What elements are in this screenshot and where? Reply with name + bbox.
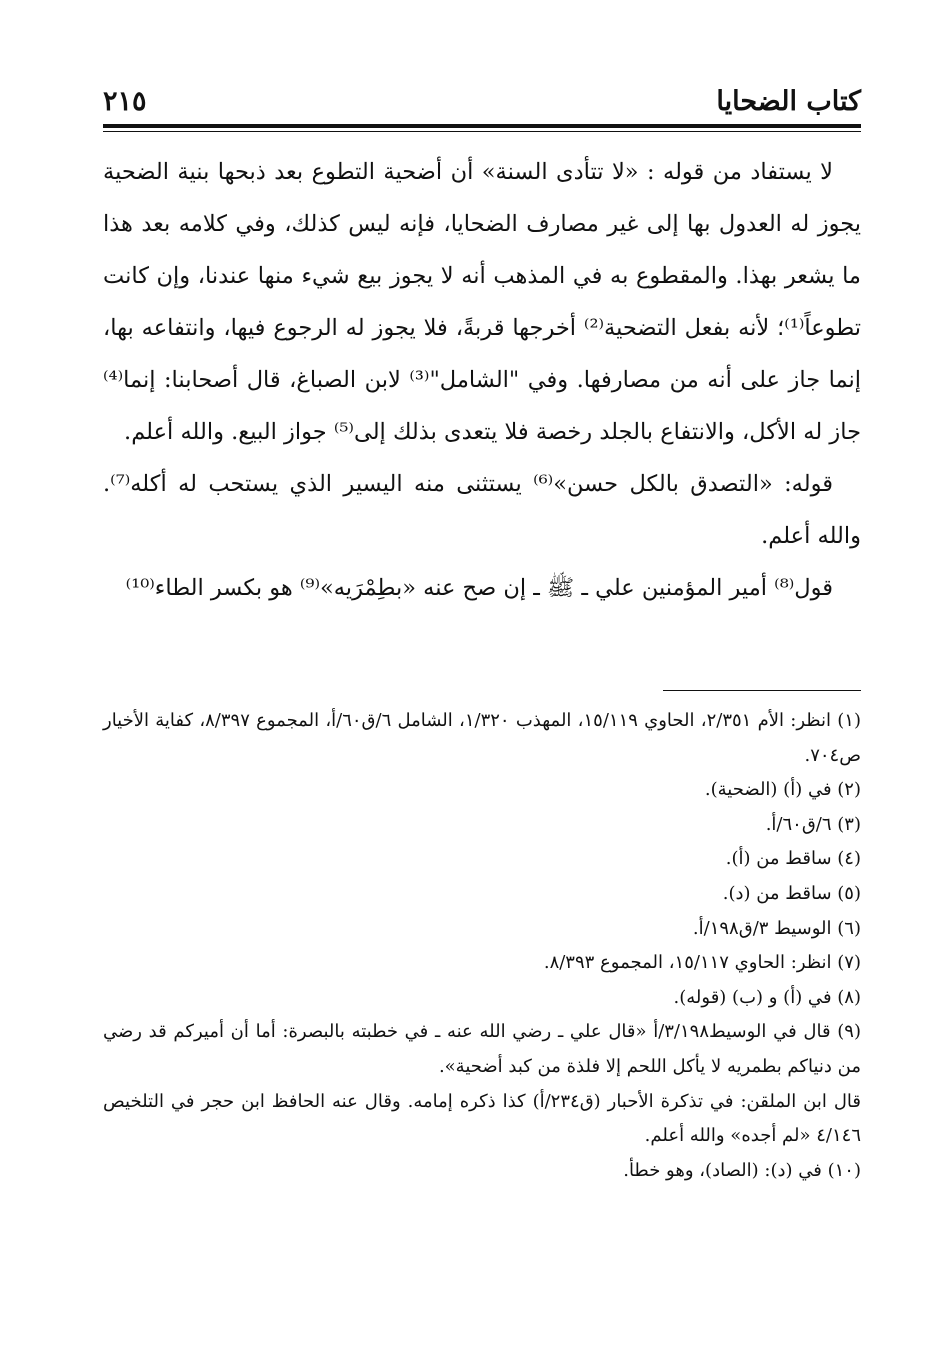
paragraph-charity: قوله: «التصدق بالكل حسن»⁽⁶⁾ يستثنى منه اليسير الذي يستحب له أكله⁽⁷⁾. والله أعلم. [103,471,861,549]
footnote-2: (٢) في (أ) (الضحية). [704,779,861,801]
header-rule-thin [103,131,861,132]
footnote-3: (٣) ٦/ق٦٠/أ. [765,813,861,835]
footnotes [103,704,861,1188]
header-rule-thick [103,124,861,128]
footnote-1: (١) انظر: الأم ٢/٣٥١، الحاوي ١٥/١١٩، المهذب ١/٣٢٠، الشامل ٦/ق٦٠/أ، المجموع ٨/٣٩٧، كفاية الأخيار ص٧٠٤. [103,710,861,766]
footnote-9-continuation: قال ابن الملقن: في تذكرة الأحبار (ق٢٣٤/أ) كذا ذكره إمامه. وقال عنه الحافظ ابن حجر في التلخيص ٤/١٤٦ «لم أجده» والله أعلم. [103,1090,861,1147]
main-text [103,146,861,614]
paragraph-sacrifice-sale: لا يستفاد من قوله : «لا تتأدى السنة» أن أضحية التطوع بعد ذبحها بنية الضحية يجوز له العدول بها إلى غير مصارف الضحايا، فإنه ليس كذلك، وفي كلامه بعد هذا ما يشعر بهذا. والمقطوع به في المذهب أنه لا يجوز بيع شيء منها عندنا، وإن كانت تطوعاً⁽¹⁾؛ لأنه بفعل التضحية⁽²⁾ أخرجها قربةً، فلا يجوز له الرجوع فيها، وانتفاعه بها، إنما جاز على أنه من مصارفها. وفي "الشامل"⁽³⁾ لابن الصباغ، قال أصحابنا: إنما⁽⁴⁾ جاز له الأكل، والانتفاع بالجلد رخصة فلا يتعدى بذلك إلى⁽⁵⁾ جواز البيع. والله أعلم. [103,159,861,445]
footnote-10: (١٠) في (د): (الصاد)، وهو خطأ. [623,1159,861,1181]
footnote-6: (٦) الوسيط ٣/ق١٩٨/أ. [692,917,861,939]
running-title: كتاب الضحايا [716,86,861,117]
paragraph-ali-quote: قول⁽⁸⁾ أمير المؤمنين علي ـ ﷺ ـ إن صح عنه «بطِمْرَيه»⁽⁹⁾ هو بكسر الطاء⁽¹⁰⁾ [125,575,833,601]
footnote-separator [663,690,861,691]
footnote-5: (٥) ساقط من (د). [722,882,861,904]
footnote-7: (٧) انظر: الحاوي ١٥/١١٧، المجموع ٨/٣٩٣. [543,952,861,974]
footnote-8: (٨) في (أ) و (ب) (قوله). [673,986,861,1008]
page-header [103,86,861,122]
footnote-9: (٩) قال في الوسيط٣/١٩٨/أ «قال علي ـ رضي الله عنه ـ في خطبته بالبصرة: أما أن أميركم قد رضي من دنياكم بطمريه لا يأكل اللحم إلا فلذة من كبد أضحية». [103,1021,861,1077]
footnote-4: (٤) ساقط من (أ). [725,848,861,870]
page-number: ٢١٥ [103,86,147,117]
